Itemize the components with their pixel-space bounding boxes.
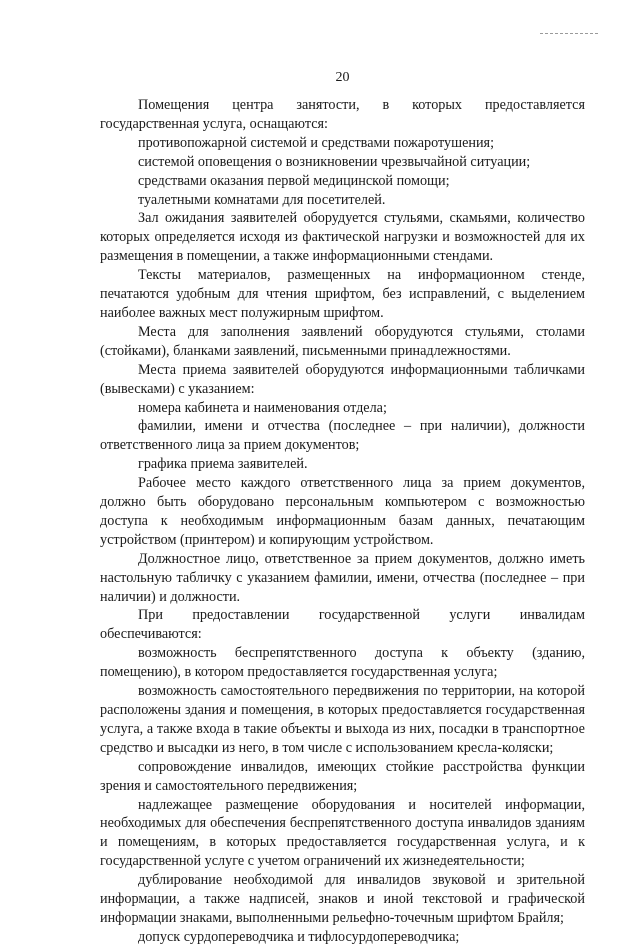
paragraph: возможность беспрепятственного доступа к объекту (зданию, помещению), в котором предоставляется государственная услуга;	[100, 645, 585, 681]
paragraph: допуск сурдопереводчика и тифлосурдопереводчика;	[138, 928, 460, 945]
paragraph: Помещения центра занятости, в которых предоставляется государственная услуга, оснащаются:	[100, 97, 585, 132]
paragraph: средствами оказания первой медицинской помощи;	[138, 172, 450, 189]
paragraph: графика приема заявителей.	[138, 456, 308, 473]
paragraph: Зал ожидания заявителей оборудуется стульями, скамьями, количество которых определяется исходя из фактической нагрузки и возможностей для их размещения в помещении, а также информационными стендами.	[100, 210, 585, 265]
paragraph: Тексты материалов, размещенных на информационном стенде, печатаются удобным для чтения шрифтом, без исправлений, с выделением наиболее важных мест полужирным шрифтом.	[100, 267, 585, 321]
paragraph: При предоставлении государственной услуги инвалидам обеспечиваются:	[100, 607, 585, 643]
paragraph: возможность самостоятельного передвижения по территории, на которой расположены здания и помещения, в которых предоставляется государственная услуга, а также входа в такие объекты и выхода из них, посадки в транспортное средство и высадки из него, в том числе с использованием кресла-коляски;	[100, 683, 585, 756]
paragraph: номера кабинета и наименования отдела;	[138, 399, 387, 416]
paragraph: дублирование необходимой для инвалидов звуковой и зрительной информации, а также надписей, знаков и иной текстовой и графической информации знаками, выполненными рельефно-точечным шрифтом Брайля;	[100, 872, 585, 926]
page-number: 20	[335, 70, 350, 85]
paragraph: противопожарной системой и средствами пожаротушения;	[138, 134, 495, 151]
paragraph: Должностное лицо, ответственное за прием документов, должно иметь настольную табличку с указанием фамилии, имени, отчества (последнее – при наличии) и должности.	[100, 550, 585, 605]
paragraph: Места для заполнения заявлений оборудуются стульями, столами (стойками), бланками заявлений, письменными принадлежностями.	[100, 323, 585, 359]
paragraph: надлежащее размещение оборудования и носителей информации, необходимых для обеспечения беспрепятственного доступа инвалидов зданиям и помещениям, в которых предоставляется государственная услуга, и к государственной услуге с учетом ограничений их жизнедеятельности;	[100, 796, 585, 870]
document-body	[100, 96, 585, 947]
paragraph: Рабочее место каждого ответственного лица за прием документов, должно быть оборудовано персональным компьютером с возможностью доступа к необходимым информационным базам данных, печатающим устройством (принтером) и копирующим устройством.	[100, 475, 585, 548]
paragraph: системой оповещения о возникновении чрезвычайной ситуации;	[138, 153, 531, 170]
scan-artifact-line	[540, 33, 598, 35]
paragraph: фамилии, имени и отчества (последнее – при наличии), должности ответственного лица за прием документов;	[100, 418, 585, 454]
paragraph: Места приема заявителей оборудуются информационными табличками (вывесками) с указанием:	[100, 361, 585, 397]
paragraph: сопровождение инвалидов, имеющих стойкие расстройства функции зрения и самостоятельного передвижения;	[100, 758, 585, 794]
paragraph: туалетными комнатами для посетителей.	[138, 191, 386, 208]
